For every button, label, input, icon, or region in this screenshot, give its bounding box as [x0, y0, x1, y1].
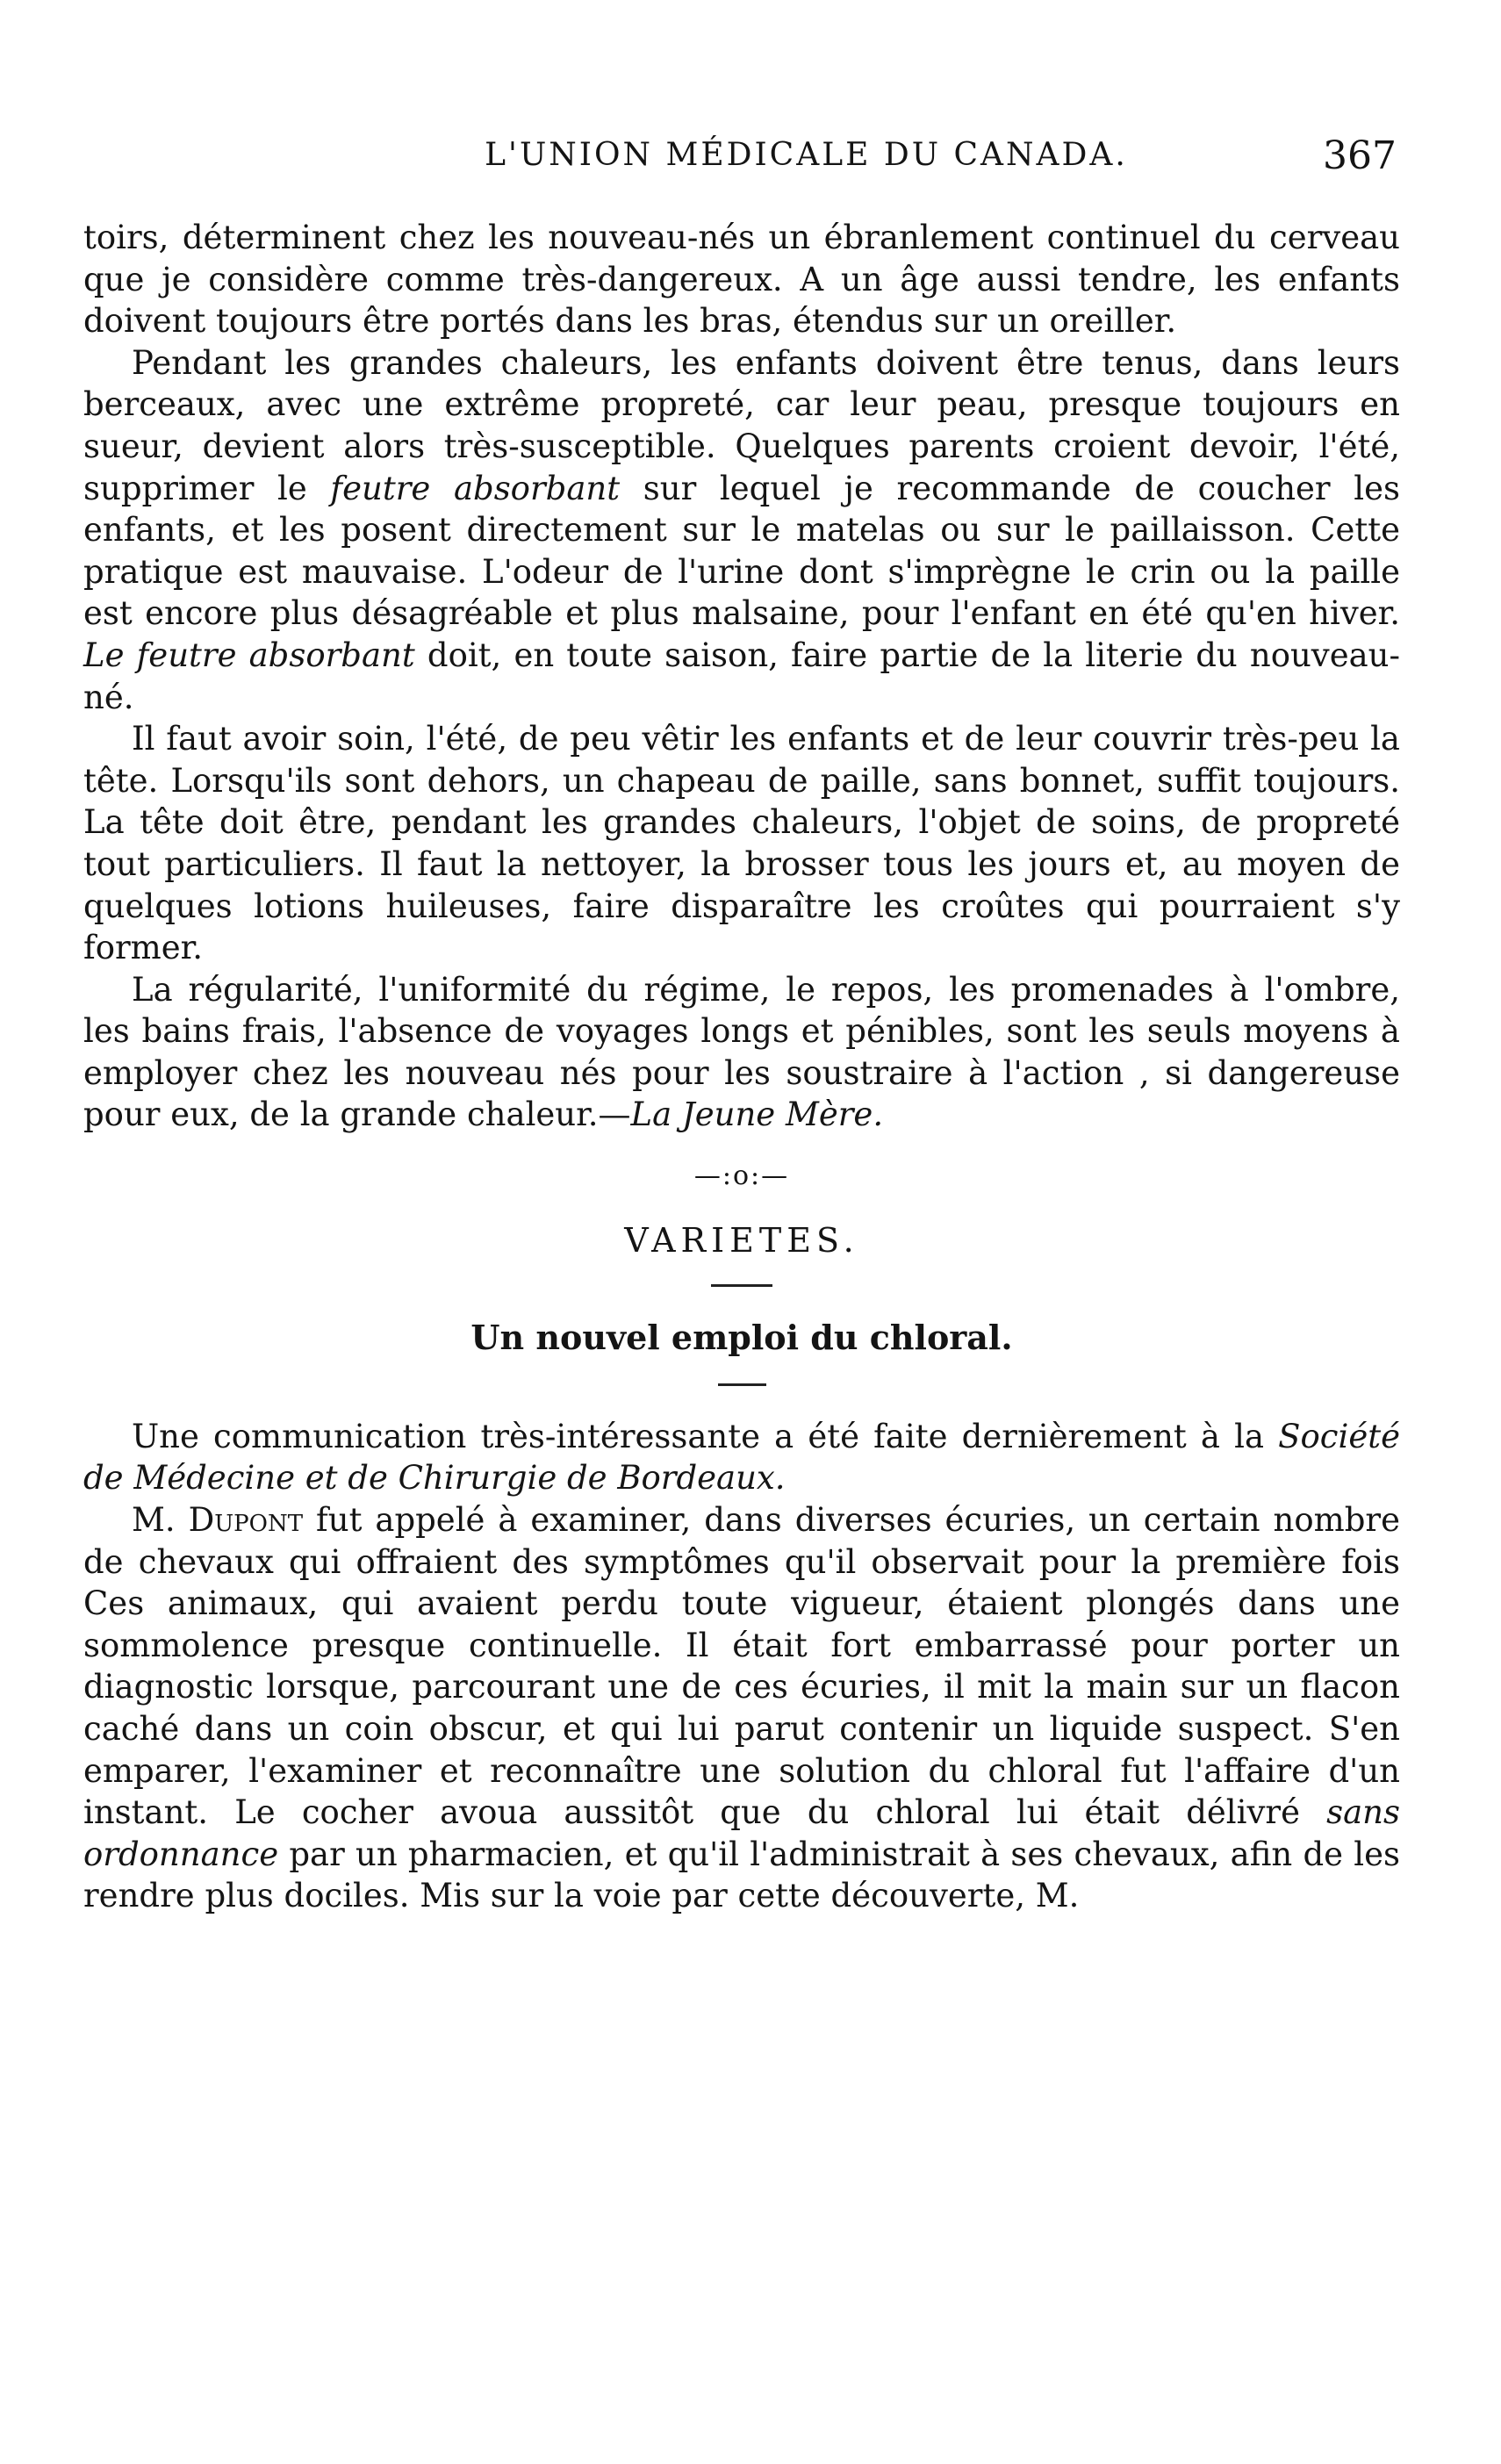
italic-term: Le feutre absorbant	[83, 636, 415, 674]
paragraph-text: doit, en toute saison, faire partie de la literie du nouveau-né.	[83, 636, 1400, 716]
source-citation: La Jeune Mère.	[630, 1096, 884, 1134]
running-title: L'UNION MÉDICALE DU CANADA.	[485, 137, 1128, 173]
paragraph-text: toirs, déterminent chez les nouveau-nés un ébranlement continuel du cerveau que je considère comme très-dangereux. A un âge aussi tendre, les enfants doivent toujours être portés dans les bras, étendus sur un oreiller.	[83, 219, 1400, 341]
paragraph-text: Pendant les grandes chaleurs, les enfants doivent être tenus, dans leurs berceaux, avec une extrême propreté, car leur peau, presque toujours en sueur, devient alors très-susceptible. Quelques parents croient devoir, l'été, supprimer le	[83, 343, 1400, 507]
divider-rule	[718, 1383, 766, 1386]
page-number: 367	[1323, 133, 1397, 178]
section-separator: —:o:—	[693, 1160, 790, 1192]
italic-term: feutre absorbant	[330, 469, 621, 507]
paragraph-text: sur lequel je recommande de coucher les enfants, et les posent directement sur le matelas ou sur le paillaisson. Cette pratique est mauvaise. L'odeur de l'urine dont s'imprègne le crin ou la paille est encore plus désagréable et plus malsaine, pour l'enfant en été qu'en hiver.	[83, 469, 1400, 633]
italic-term: sans ordonnance	[83, 1793, 1400, 1873]
paragraph-continuation	[83, 217, 1400, 342]
paragraph-communication	[83, 1416, 1400, 1499]
paragraph-text: par un pharmacien, et qu'il l'administrait à ses chevaux, afin de les rendre plus dociles. Mis sur la voie par cette découverte, M.	[83, 1835, 1400, 1915]
paragraph-text: Il faut avoir soin, l'été, de peu vêtir les enfants et de leur couvrir très-peu la tête. Lorsqu'ils sont dehors, un chapeau de paille, sans bonnet, suffit toujours. La tête doit être, pendant les grandes chaleurs, l'objet de soins, de propreté tout particuliers. Il faut la nettoyer, la brosser tous les jours et, au moyen de quelques lotions huileuses, faire disparaître les croûtes qui pourraient s'y former.	[83, 720, 1400, 967]
page-header	[216, 133, 1397, 195]
paragraph-text: La régularité, l'uniformité du régime, le repos, les promenades à l'ombre, les bains frais, l'absence de voyages longs et pénibles, sont les seuls moyens à employer chez les nouveau nés pour les soustraire à l'action , si dangereuse pour eux, de la grande chaleur.—	[83, 970, 1400, 1134]
divider-rule	[711, 1284, 772, 1287]
paragraph-text: Une communication très-intéressante a été faite dernièrement à la	[132, 1417, 1279, 1455]
article-title: Un nouvel emploi du chloral.	[470, 1318, 1013, 1358]
paragraph-dupont	[83, 1499, 1400, 1917]
society-name: Société de Médecine et de Chirurgie de Bordeaux.	[83, 1417, 1400, 1498]
section-title: VARIETES.	[624, 1220, 859, 1260]
paragraph-regularity	[83, 969, 1400, 1136]
paragraph-text: M.	[132, 1501, 189, 1540]
paragraph-text: fut appelé à examiner, dans diverses écuries, un certain nombre de chevaux qui offraient des symptômes qu'il observait pour la première fois Ces animaux, qui avaient perdu toute vigueur, étaient plongés dans une sommolence presque continuelle. Il était fort embarrassé pour porter un diagnostic lorsque, parcourant une de ces écuries, il mit la main sur un flacon caché dans un coin obscur, et qui lui parut contenir un liquide suspect. S'en emparer, l'examiner et reconnaître une solution du chloral fut l'affaire d'un instant. Le cocher avoua aussitôt que du chloral lui était délivré	[83, 1501, 1400, 1832]
body-text	[83, 217, 1400, 1917]
person-name: Dupont	[188, 1501, 304, 1540]
paragraph-summer-heat	[83, 342, 1400, 718]
paragraph-head-care	[83, 718, 1400, 969]
